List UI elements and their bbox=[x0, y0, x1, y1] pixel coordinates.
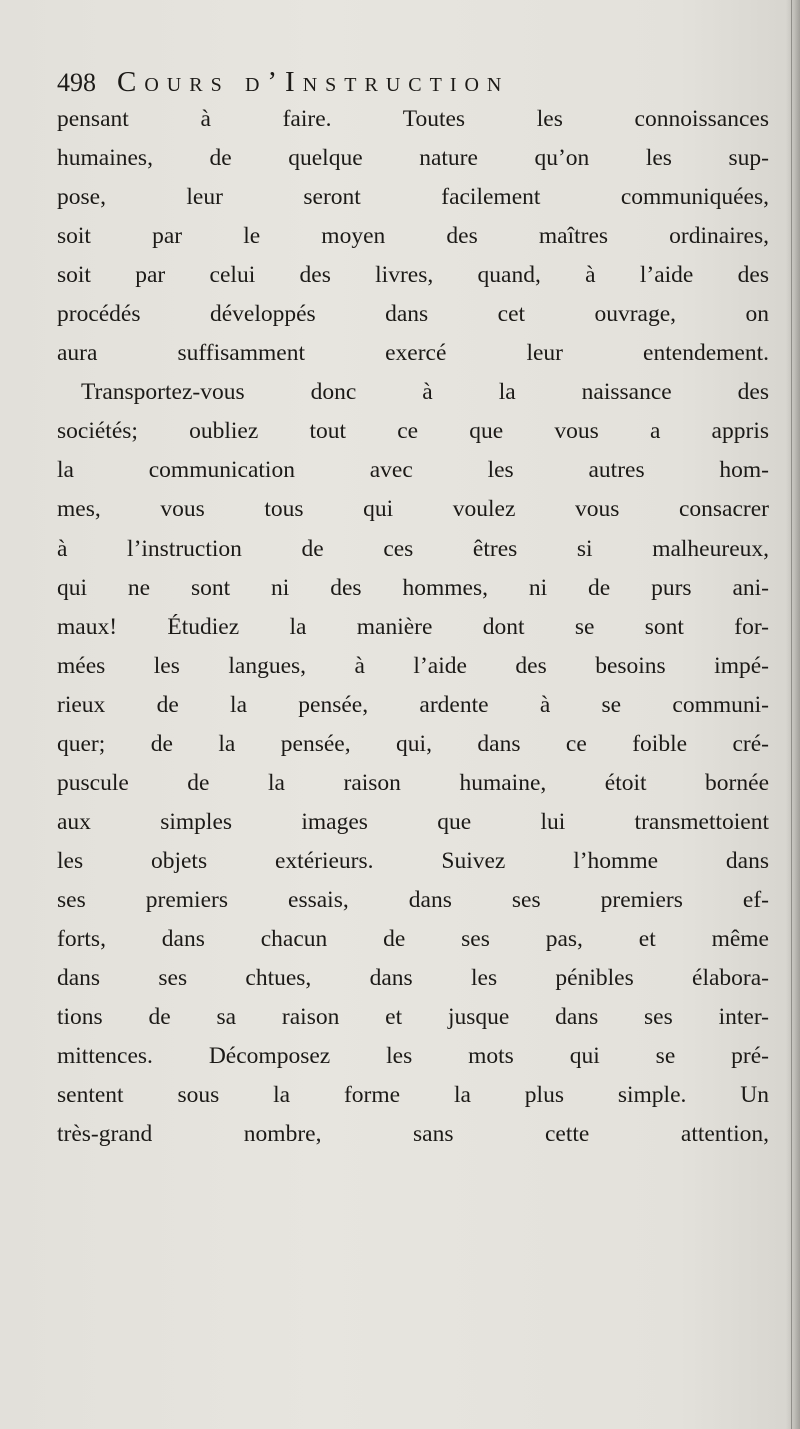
text-line: à l’instruction de ces êtres si malheureux, bbox=[57, 535, 769, 562]
text-line: soit par le moyen des maîtres ordinaires, bbox=[57, 223, 769, 250]
text-line: Transportez-vous donc à la naissance des bbox=[81, 379, 769, 406]
text-line: mes, vous tous qui voulez vous consacrer bbox=[57, 496, 769, 523]
text-line: forts, dans chacun de ses pas, et même bbox=[57, 925, 769, 952]
text-line: procédés développés dans cet ouvrage, on bbox=[57, 301, 769, 328]
text-line: humaines, de quelque nature qu’on les sup- bbox=[57, 145, 769, 172]
text-line: les objets extérieurs. Suivez l’homme dans bbox=[57, 847, 769, 874]
text-line: rieux de la pensée, ardente à se communi- bbox=[57, 691, 769, 718]
body-text bbox=[57, 100, 769, 1154]
text-line: puscule de la raison humaine, étoit bornée bbox=[57, 769, 769, 796]
text-line: très-grand nombre, sans cette attention, bbox=[57, 1121, 769, 1148]
text-line: soit par celui des livres, quand, à l’aide des bbox=[57, 262, 769, 289]
text-line: la communication avec les autres hom- bbox=[57, 457, 769, 484]
page-edge-shadow bbox=[786, 0, 800, 1429]
text-line: quer; de la pensée, qui, dans ce foible cré- bbox=[57, 730, 769, 757]
text-line: pose, leur seront facilement communiquées, bbox=[57, 184, 769, 211]
text-line: aux simples images que lui transmettoient bbox=[57, 808, 769, 835]
text-line: dans ses chtues, dans les pénibles élabora- bbox=[57, 965, 769, 992]
page-edge-line bbox=[791, 0, 792, 1429]
page-number: 498 bbox=[57, 68, 96, 97]
text-line: qui ne sont ni des hommes, ni de purs ani- bbox=[57, 574, 769, 601]
text-line: aura suffisamment exercé leur entendement. bbox=[57, 340, 769, 367]
text-line: ses premiers essais, dans ses premiers ef- bbox=[57, 886, 769, 913]
running-title: Cours d’Instruction bbox=[117, 66, 510, 98]
text-line: pensant à faire. Toutes les connoissances bbox=[57, 106, 769, 132]
text-line: tions de sa raison et jusque dans ses inter- bbox=[57, 1004, 769, 1031]
text-line: mées les langues, à l’aide des besoins impé- bbox=[57, 652, 769, 679]
text-line: sociétés; oubliez tout ce que vous a appris bbox=[57, 418, 769, 445]
text-line: sentent sous la forme la plus simple. Un bbox=[57, 1082, 769, 1109]
text-line: mittences. Décomposez les mots qui se pré- bbox=[57, 1043, 769, 1070]
text-line: maux! Étudiez la manière dont se sont for- bbox=[57, 613, 769, 640]
